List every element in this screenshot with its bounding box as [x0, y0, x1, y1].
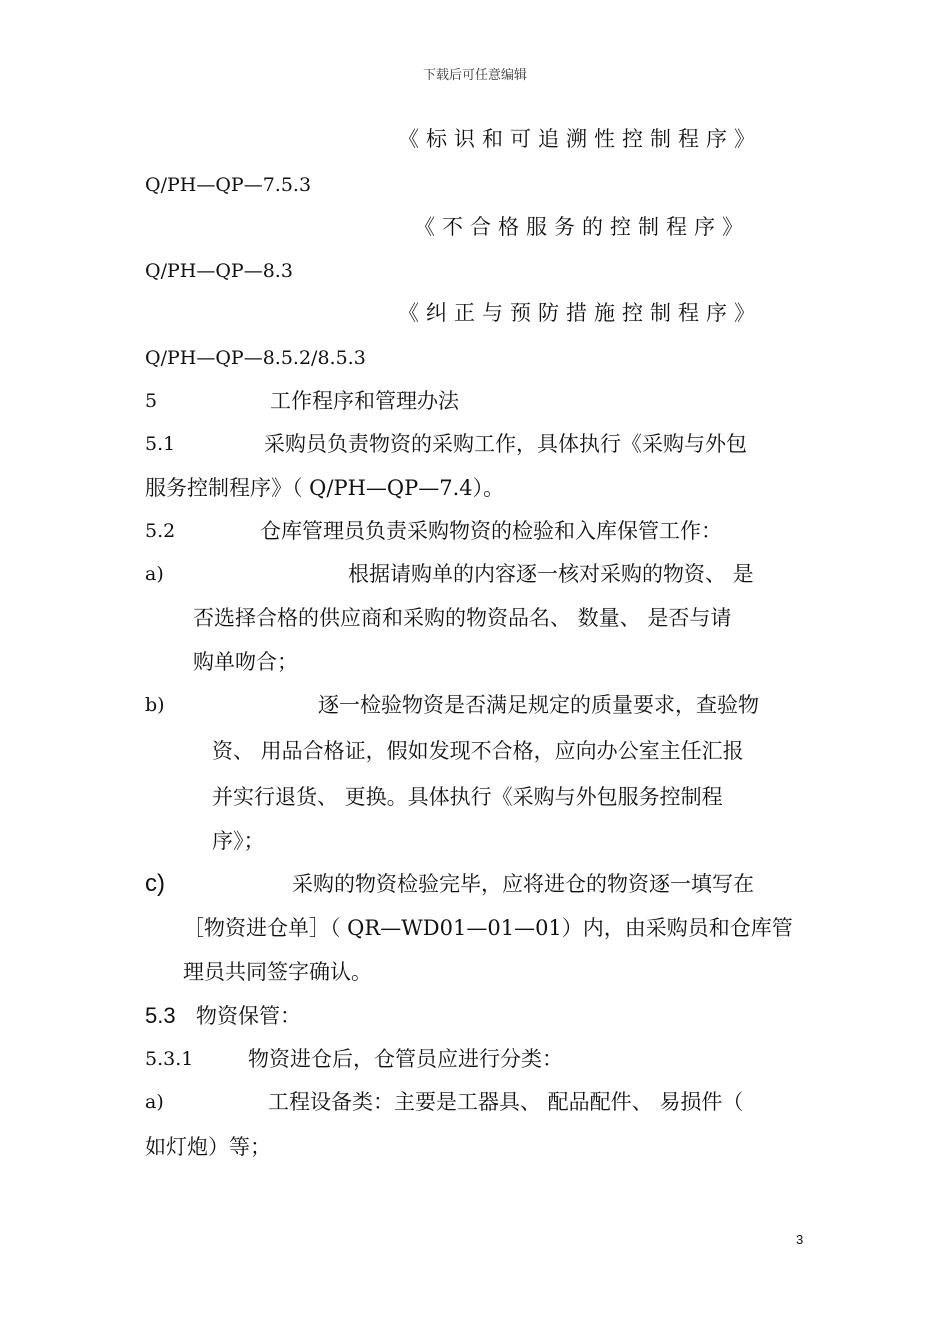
item-b-line-3: 并实行退货、 更换。具体执行《采购与外包服务控制程 [212, 785, 723, 809]
section-5-2-number: 5.2 [145, 520, 176, 542]
item-a2-line-1: 工程设备类：主要是工器具、 配品配件、 易损件（ [268, 1090, 744, 1114]
section-5-2-line-1: 仓库管理员负责采购物资的检验和入库保管工作： [260, 519, 722, 543]
section-5-1-number: 5.1 [145, 433, 176, 455]
section-5-3-1-title: 物资进仓后，仓管员应进行分类： [248, 1047, 563, 1071]
page-number: 3 [796, 1232, 804, 1247]
item-a-marker: a) [145, 563, 164, 585]
ref-title-2: 《不合格服务的控制程序》 [414, 215, 750, 239]
item-c-line-3: 理员共同签字确认。 [183, 960, 372, 984]
ref-title-1: 《标识和可追溯性控制程序》 [398, 127, 762, 151]
ref-title-3: 《纠正与预防措施控制程序》 [398, 301, 762, 325]
item-a-line-1: 根据请购单的内容逐一核对采购的物资、 是 [348, 562, 754, 586]
item-a-line-3: 购单吻合； [193, 650, 298, 674]
section-5-1-line-2: 服务控制程序》（ Q/PH—QP—7.4）。 [145, 476, 505, 500]
ref-code-2: Q/PH—QP—8.3 [145, 260, 293, 282]
item-b-line-2: 资、 用品合格证，假如发现不合格，应向办公室主任汇报 [212, 739, 744, 763]
section-5-3-number: 5.3 [145, 1003, 176, 1028]
item-b-line-4: 序》； [212, 829, 265, 853]
item-c-line-2: ［物资进仓单］（ QR—WD01—01—01）内，由采购员和仓库管 [183, 916, 793, 940]
item-c-marker: c) [145, 870, 165, 897]
item-a2-line-2: 如灯炮）等； [145, 1135, 271, 1159]
section-5-3-title: 物资保管： [196, 1004, 301, 1028]
item-b-line-1: 逐一检验物资是否满足规定的质量要求，查验物 [318, 693, 759, 717]
ref-code-1: Q/PH—QP—7.5.3 [145, 174, 312, 196]
item-c-line-1: 采购的物资检验完毕，应将进仓的物资逐一填写在 [292, 872, 754, 896]
page-header: 下载后可任意编辑 [422, 68, 527, 83]
section-5-title: 工作程序和管理办法 [270, 389, 459, 413]
section-5-number: 5 [145, 390, 158, 412]
section-5-3-1-number: 5.3.1 [145, 1048, 194, 1070]
ref-code-3: Q/PH—QP—8.5.2/8.5.3 [145, 347, 366, 369]
item-a2-marker: a) [145, 1091, 164, 1113]
section-5-1-line-1: 采购员负责物资的采购工作，具体执行《采购与外包 [264, 432, 747, 456]
item-b-marker: b) [145, 694, 165, 716]
item-a-line-2: 否选择合格的供应商和采购的物资品名、 数量、 是否与请 [193, 606, 732, 630]
